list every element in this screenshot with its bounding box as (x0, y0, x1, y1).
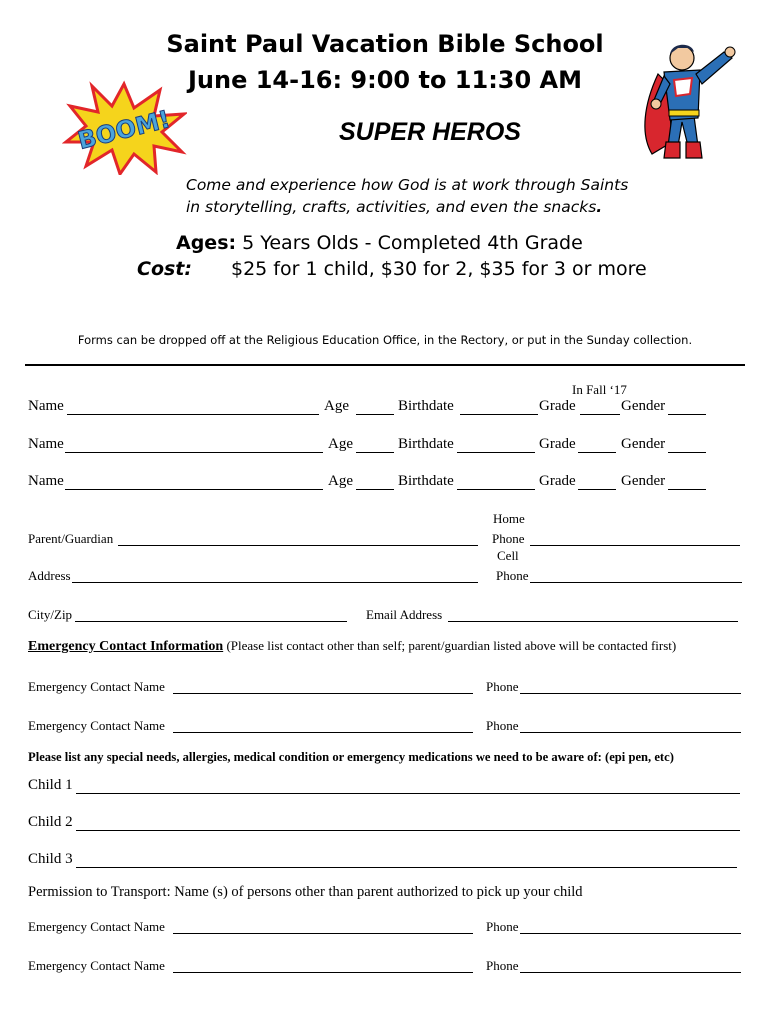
child-1-birthdate-field[interactable] (460, 414, 538, 415)
emergency-heading: Emergency Contact Information (28, 639, 224, 654)
transport-phone-1-field[interactable] (520, 933, 741, 934)
child-3-grade-label: Grade (539, 473, 576, 489)
transport-contact-2-field[interactable] (173, 972, 473, 973)
medical-child-1-label: Child 1 (28, 777, 73, 793)
medical-child-1-field[interactable] (76, 793, 740, 794)
emergency-heading-row (28, 638, 676, 655)
parent-guardian-field[interactable] (118, 545, 478, 546)
emergency-note: (Please list contact other than self; parent/guardian listed above will be contacted first) (226, 638, 677, 653)
theme-title: SUPER HEROS (339, 118, 521, 146)
child-2-name-label: Name (28, 436, 64, 452)
transport-phone-1-label: Phone (486, 919, 519, 934)
child-3-gender-label: Gender (621, 473, 666, 489)
ages-value: 5 Years Olds - Completed 4th Grade (242, 232, 583, 254)
child-1-gender-field[interactable] (668, 414, 706, 415)
child-2-birthdate-field[interactable] (457, 452, 535, 453)
home-label: Home (493, 511, 525, 526)
cell-phone-field[interactable] (530, 582, 742, 583)
address-field[interactable] (72, 582, 478, 583)
child-3-gender-field[interactable] (668, 489, 706, 490)
cost-value: $25 for 1 child, $30 for 2, $35 for 3 or more (231, 258, 647, 280)
child-3-name-field[interactable] (65, 489, 323, 490)
medical-child-2-field[interactable] (76, 830, 740, 831)
medical-child-2-label: Child 2 (28, 814, 73, 830)
emergency-contact-1-field[interactable] (173, 693, 473, 694)
child-1-age-label: Age (324, 398, 349, 414)
child-3-grade-field[interactable] (578, 489, 616, 490)
medical-instruction: Please list any special needs, allergies, medical condition or emergency medications we need to be aware of: (epi pen, etc) (28, 750, 674, 764)
transport-contact-1-label: Emergency Contact Name (28, 919, 165, 934)
child-3-age-field[interactable] (356, 489, 394, 490)
child-1-age-field[interactable] (356, 414, 394, 415)
cell-label: Cell (497, 548, 519, 563)
transport-contact-1-field[interactable] (173, 933, 473, 934)
boom-burst-icon (62, 80, 187, 175)
child-2-gender-field[interactable] (668, 452, 706, 453)
child-3-birthdate-field[interactable] (457, 489, 535, 490)
child-2-age-label: Age (328, 436, 353, 452)
transport-contact-2-label: Emergency Contact Name (28, 958, 165, 973)
emergency-contact-2-label: Emergency Contact Name (28, 718, 165, 733)
transport-phone-2-field[interactable] (520, 972, 741, 973)
child-3-name-label: Name (28, 473, 64, 489)
child-1-name-field[interactable] (67, 414, 319, 415)
home-phone-label: Phone (492, 531, 525, 546)
medical-child-3-field[interactable] (76, 867, 737, 868)
emergency-contact-1-label: Emergency Contact Name (28, 679, 165, 694)
title-line-1: Saint Paul Vacation Bible School (166, 30, 604, 58)
email-field[interactable] (448, 621, 738, 622)
child-2-birthdate-label: Birthdate (398, 436, 454, 452)
superhero-icon (628, 34, 738, 164)
transport-permission-text: Permission to Transport: Name (s) of persons other than parent authorized to pick up your child (28, 884, 583, 900)
boom-text: BOOM! (75, 105, 173, 155)
child-2-gender-label: Gender (621, 436, 666, 452)
medical-child-3-label: Child 3 (28, 851, 73, 867)
cityzip-field[interactable] (75, 621, 347, 622)
section-divider (25, 364, 745, 366)
dropoff-notice: Forms can be dropped off at the Religious Education Office, in the Rectory, or put in the Sunday collection. (77, 333, 693, 347)
cell-phone-label: Phone (496, 568, 529, 583)
child-1-grade-field[interactable] (580, 414, 620, 415)
child-1-birthdate-label: Birthdate (398, 398, 454, 414)
child-2-grade-field[interactable] (578, 452, 616, 453)
transport-phone-2-label: Phone (486, 958, 519, 973)
emergency-contact-2-field[interactable] (173, 732, 473, 733)
in-fall-note: In Fall ‘17 (572, 382, 627, 397)
child-3-birthdate-label: Birthdate (398, 473, 454, 489)
cityzip-label: City/Zip (28, 607, 73, 622)
child-1-grade-label: Grade (539, 398, 576, 414)
child-2-grade-label: Grade (539, 436, 576, 452)
child-1-gender-label: Gender (621, 398, 666, 414)
child-1-name-label: Name (28, 398, 64, 414)
ages-label: Ages: (176, 232, 237, 254)
ages-row (176, 232, 583, 254)
home-phone-field[interactable] (530, 545, 740, 546)
emergency-phone-2-field[interactable] (520, 732, 741, 733)
email-label: Email Address (366, 607, 443, 622)
child-2-name-field[interactable] (65, 452, 323, 453)
intro-line-2: in storytelling, crafts, activities, and even the snacks. (186, 198, 603, 216)
parent-guardian-label: Parent/Guardian (28, 531, 114, 546)
emergency-phone-2-label: Phone (486, 718, 519, 733)
child-2-age-field[interactable] (356, 452, 394, 453)
child-3-age-label: Age (328, 473, 353, 489)
title-line-2: June 14-16: 9:00 to 11:30 AM (187, 66, 583, 94)
emergency-phone-1-field[interactable] (520, 693, 741, 694)
intro-line-1: Come and experience how God is at work through Saints (186, 176, 629, 194)
address-label: Address (28, 568, 71, 583)
emergency-phone-1-label: Phone (486, 679, 519, 694)
cost-label: Cost: (137, 258, 192, 280)
